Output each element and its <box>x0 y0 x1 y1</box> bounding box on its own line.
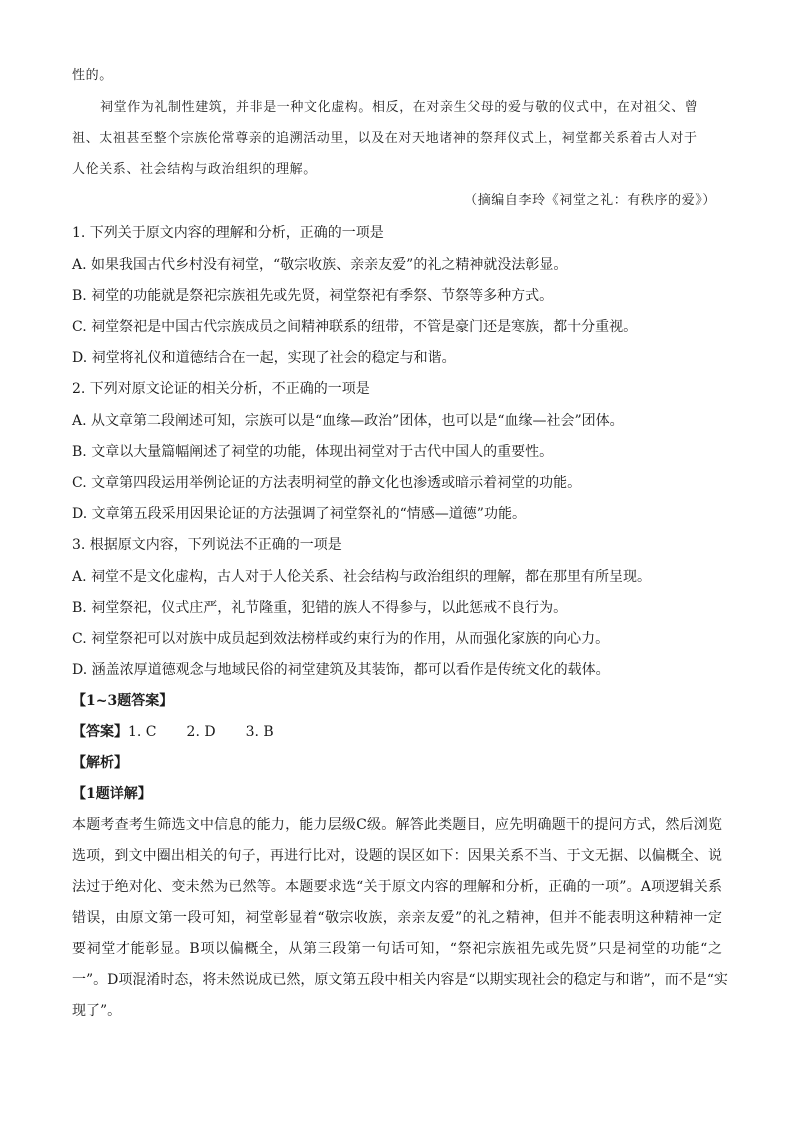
question-option: D. 涵盖浓厚道德观念与地域民俗的祠堂建筑及其装饰，都可以看作是传统文化的载体。 <box>72 662 610 678</box>
detail-line: 选项，到文中圈出相关的句子，再进行比对，设题的误区如下：因果关系不当、于文无据、以偏概全、说 <box>72 848 722 864</box>
answer-header: 【1~3题答案】 <box>72 693 174 709</box>
answer-label: 【答案】 <box>72 724 128 740</box>
detail-label: 【1题详解】 <box>72 786 152 802</box>
answer-line <box>72 722 274 742</box>
detail-line: 一”。D项混淆时态，将未然说成已然，原文第五段中相关内容是“以期实现社会的稳定与和谐”，而不是“实 <box>72 972 728 988</box>
question-stem: 1. 下列关于原文内容的理解和分析，正确的一项是 <box>72 225 384 241</box>
detail-line: 现了”。 <box>72 1003 122 1019</box>
question-option: D. 文章第五段采用因果论证的方法强调了祠堂祭礼的“情感—道德”功能。 <box>72 506 526 522</box>
question-option: D. 祠堂将礼仪和道德结合在一起，实现了社会的稳定与和谐。 <box>72 350 456 366</box>
passage-line: 祠堂作为礼制性建筑，并非是一种文化虚构。相反，在对亲生父母的爱与敬的仪式中，在对祖父、曾 <box>100 100 699 115</box>
passage-source: （摘编自李玲《祠堂之礼：有秩序的爱》） <box>464 193 716 208</box>
detail-line: 法过于绝对化、变未然为已然等。本题要求选“关于原文内容的理解和分析，正确的一项”。A项逻辑关系 <box>72 879 722 895</box>
detail-line: 错误，由原文第一段可知，祠堂彰显着“敬宗收族，亲亲友爱”的礼之精神，但并不能表明这种精神一定 <box>72 910 722 926</box>
passage-line: 性的。 <box>72 68 113 83</box>
answer-1: 1. C <box>128 724 157 740</box>
question-option: A. 从文章第二段阐述可知，宗族可以是“血缘—政治”团体，也可以是“血缘—社会”团体。 <box>72 413 624 429</box>
question-stem: 3. 根据原文内容，下列说法不正确的一项是 <box>72 537 342 553</box>
question-option: A. 祠堂不是文化虚构，古人对于人伦关系、社会结构与政治组织的理解，都在那里有所呈现。 <box>72 569 652 585</box>
question-option: C. 祠堂祭祀是中国古代宗族成员之间精神联系的纽带，不管是豪门还是寒族，都十分重视。 <box>72 319 638 335</box>
question-option: B. 祠堂祭祀，仪式庄严，礼节隆重，犯错的族人不得参与，以此惩戒不良行为。 <box>72 600 568 616</box>
question-stem: 2. 下列对原文论证的相关分析，不正确的一项是 <box>72 381 370 397</box>
question-option: B. 祠堂的功能就是祭祀宗族祖先或先贤，祠堂祭祀有季祭、节祭等多种方式。 <box>72 288 554 304</box>
answer-2: 2. D <box>186 724 216 740</box>
question-option: C. 文章第四段运用举例论证的方法表明祠堂的静文化也渗透或暗示着祠堂的功能。 <box>72 475 582 491</box>
detail-line: 要祠堂才能彰显。B项以偏概全，从第三段第一句话可知，“祭祀宗族祖先或先贤”只是祠堂的功能“之 <box>72 941 722 957</box>
detail-line: 本题考查考生筛选文中信息的能力，能力层级C级。解答此类题目，应先明确题干的提问方式，然后浏览 <box>72 817 722 833</box>
answer-3: 3. B <box>245 724 274 740</box>
passage-line: 祖、太祖甚至整个宗族伦常尊亲的追溯活动里，以及在对天地诸神的祭拜仪式上，祠堂都关系着古人对于 <box>72 131 698 146</box>
question-option: A. 如果我国古代乡村没有祠堂，“敬宗收族、亲亲友爱”的礼之精神就没法彰显。 <box>72 257 568 273</box>
analysis-label: 【解析】 <box>72 755 128 771</box>
question-option: C. 祠堂祭祀可以对族中成员起到效法榜样或约束行为的作用，从而强化家族的向心力。 <box>72 631 610 647</box>
question-option: B. 文章以大量篇幅阐述了祠堂的功能，体现出祠堂对于古代中国人的重要性。 <box>72 444 554 460</box>
passage-line: 人伦关系、社会结构与政治组织的理解。 <box>72 162 317 177</box>
